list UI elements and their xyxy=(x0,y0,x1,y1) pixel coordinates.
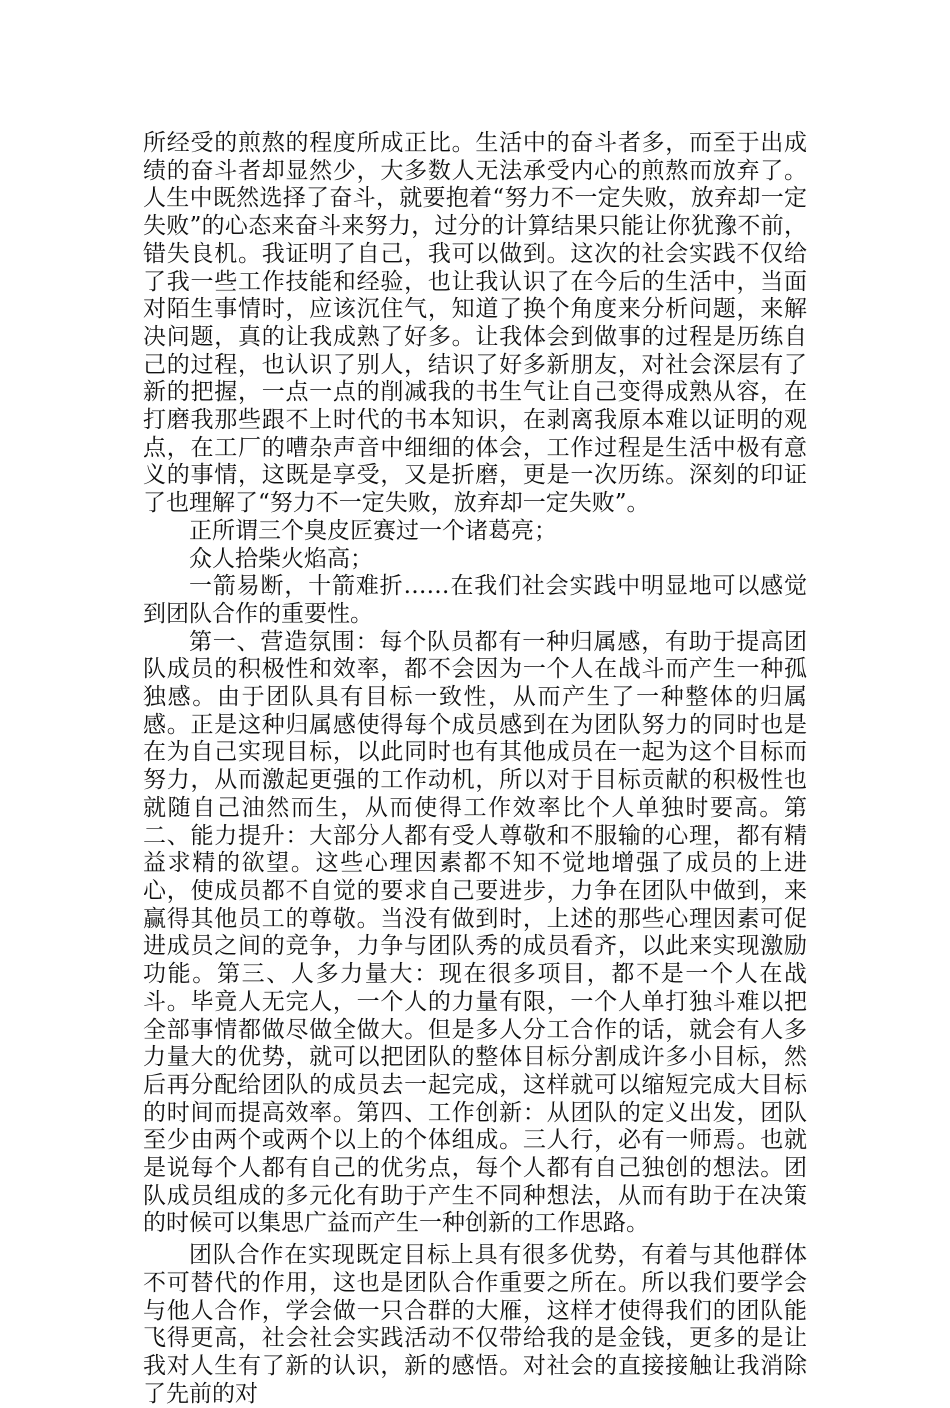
paragraph-5: 第一、营造氛围：每个队员都有一种归属感，有助于提高团队成员的积极性和效率，都不会因为一个人在战斗而产生一种孤独感。由于团队具有目标一致性，从而产生了一种整体的归属感。正是这种归属感使得每个成员感到在为团队努力的同时也是在为自己实现目标，以此同时也有其他成员在一起为这个目标而努力，从而激起更强的工作动机，所以对于目标贡献的积极性也就随自己油然而生，从而使得工作效率比个人单独时要高。第二、能力提升：大部分人都有受人尊敬和不服输的心理，都有精益求精的欲望。这些心理因素都不知不觉地增强了成员的上进心，使成员都不自觉的要求自己要进步，力争在团队中做到，来赢得其他员工的尊敬。当没有做到时，上述的那些心理因素可促进成员之间的竞争，力争与团队秀的成员看齐，以此来实现激励功能。第三、人多力量大：现在很多项目，都不是一个人在战斗。毕竟人无完人，一个人的力量有限，一个人单打独斗难以把全部事情都做尽做全做大。但是多人分工合作的话，就会有人多力量大的优势，就可以把团队的整体目标分割成许多小目标，然后再分配给团队的成员去一起完成，这样就可以缩短完成大目标的时间而提高效率。第四、工作创新：从团队的定义出发，团队至少由两个或两个以上的个体组成。三人行，必有一师焉。也就是说每个人都有自己的优劣点，每个人都有自己独创的想法。团队成员组成的多元化有助于产生不同种想法，从而有助于在决策的时候可以集思广益而产生一种创新的工作思路。 xyxy=(143,628,807,1237)
paragraph-2: 正所谓三个臭皮匠赛过一个诸葛亮； xyxy=(189,517,557,544)
paragraph-4: 一箭易断，十箭难折……在我们社会实践中明显地可以感觉到团队合作的重要性。 xyxy=(143,573,807,627)
paragraph-6: 团队合作在实现既定目标上具有很多优势，有着与其他群体不可替代的作用，这也是团队合作重要之所在。所以我们要学会与他人合作，学会做一只合群的大雁，这样才使得我们的团队能飞得更高，社会社会实践活动不仅带给我的是金钱，更多的是让我对人生有了新的认识，新的感悟。对社会的直接接触让我消除了先前的对 xyxy=(143,1242,807,1407)
paragraph-1: 所经受的煎熬的程度所成正比。生活中的奋斗者多，而至于出成绩的奋斗者却显然少，大多数人无法承受内心的煎熬而放弃了。人生中既然选择了奋斗，就要抱着“努力不一定失败，放弃却一定失败”的心态来奋斗来努力，过分的计算结果只能让你犹豫不前，错失良机。我证明了自己，我可以做到。这次的社会实践不仅给了我一些工作技能和经验，也让我认识了在今后的生活中，当面对陌生事情时，应该沉住气，知道了换个角度来分析问题，来解决问题，真的让我成熟了好多。让我体会到做事的过程是历练自己的过程，也认识了别人，结识了好多新朋友，对社会深层有了新的把握，一点一点的削减我的书生气让自己变得成熟从容，在打磨我那些跟不上时代的书本知识，在剥离我原本难以证明的观点，在工厂的嘈杂声音中细细的体会，工作过程是生活中极有意义的事情，这既是享受，又是折磨，更是一次历练。深刻的印证了也理解了“努力不一定失败，放弃却一定失败”。 xyxy=(143,130,807,517)
document-body xyxy=(143,130,807,1408)
paragraph-3: 众人拾柴火焰高； xyxy=(189,545,373,572)
